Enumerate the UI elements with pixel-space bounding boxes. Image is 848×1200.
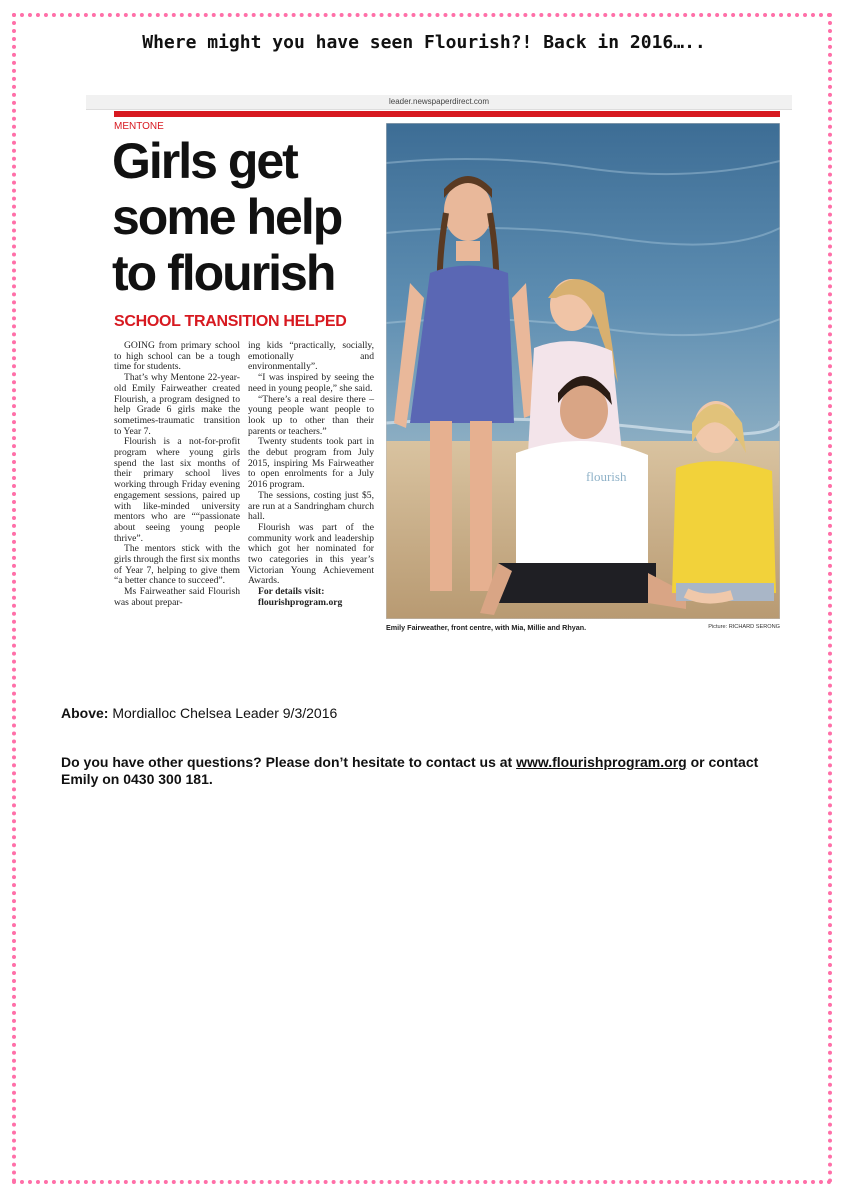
article-paragraph: Flourish was part of the community work and leadership which got her nominated for two categories in this year’s Victorian Young Achievement Awards. [248,521,374,587]
website-link[interactable]: www.flourishprogram.org [516,754,687,770]
details-site: flourishprogram.org [258,596,343,608]
article-column-1 [114,341,240,609]
tshirt-print: flourish [586,469,627,484]
article-paragraph: “There’s a real desire there – young people want people to look up to other than their parents or teachers.” [248,393,374,437]
page-heading: Where might you have seen Flourish?! Back in 2016….. [142,32,706,53]
article-subhead: SCHOOL TRANSITION HELPED [114,313,347,330]
article-paragraph: The mentors stick with the girls through the first six months of Year 7, helping to give them “a better chance to succeed”. [114,543,240,587]
contact-paragraph [61,754,791,788]
red-rule [114,111,780,117]
section-label: MENTONE [114,121,164,132]
article-paragraph: The sessions, costing just $5, are run at a Sandringham church hall. [248,489,374,523]
article-paragraph: GOING from primary school to high school can be a tough time for students. [114,340,240,373]
article-paragraph: ing kids “practically, socially, emotionally and environmentally”. [248,340,374,373]
article-paragraph: Flourish is a not-for-profit program where young girls spend the last six months of their primary school lives working through Friday evening engagement sessions, paired up with like-minded university mentors who are ““passionate about seeing young people thrive”. [114,436,240,544]
article-paragraph: Ms Fairweather said Flourish was about prepar- [114,586,240,608]
photo-credit: Picture: RICHARD SERONG [708,624,780,630]
article-headline: Girls get some help to flourish [112,133,342,301]
source-note-label: Above: [61,705,109,721]
contact-text: Do you have other questions? Please don’t hesitate to contact us at [61,754,517,770]
newspaper-clipping [86,95,792,640]
article-column-2 [248,341,374,609]
photo-caption: Emily Fairweather, front centre, with Mia, Millie and Rhyan. [386,623,587,632]
contact-text-end: or contact Emily on 0430 300 181. [61,754,759,787]
source-note-text: Mordialloc Chelsea Leader 9/3/2016 [108,705,338,721]
source-url: leader.newspaperdirect.com [86,95,792,110]
details-label: For details visit: [258,586,325,598]
article-paragraph: Twenty students took part in the debut program from July 2015, inspiring Ms Fairweather to open enrolments for a July 2016 program. [248,436,374,491]
article-paragraph: That’s why Mentone 22-year-old Emily Fairweather created Flourish, a program designed to help Grade 6 girls make the sometimes-traumatic transition to Year 7. [114,372,240,437]
article-paragraph: “I was inspired by seeing the need in young people,” she said. [248,372,374,394]
source-note [61,705,337,721]
article-photo [386,123,780,619]
